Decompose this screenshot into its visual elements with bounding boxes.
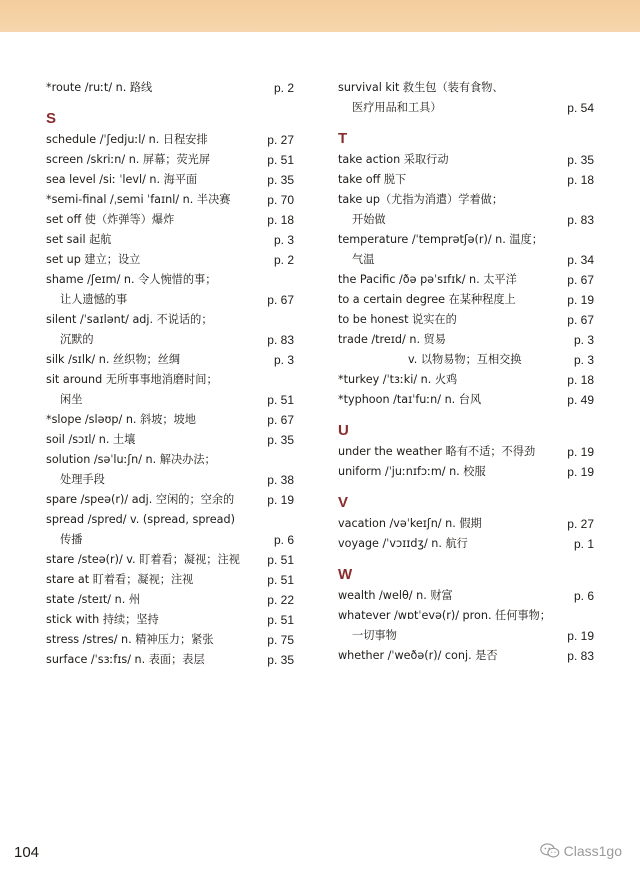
section-letter: T [338, 130, 348, 147]
entry-headword-line: whether /ˈweðə(r)/ conj. 是否 [338, 649, 498, 662]
entry-headword-line: spread /spred/ v. (spread, spread) [46, 513, 235, 526]
entry-page-ref: p. 3 [573, 333, 594, 347]
entry-page-ref: p. 3 [273, 233, 294, 247]
entry-headword-line: *semi-final /ˌsemi ˈfaɪnl/ n. 半决赛 [46, 193, 231, 206]
glossary-column-left [46, 78, 294, 670]
entry-headword-line: silent /ˈsaɪlənt/ adj. 不说话的； [46, 313, 213, 326]
entry-page-ref: p. 51 [267, 153, 294, 167]
entry-headword-line: take off 脱下 [338, 173, 407, 186]
wechat-icon [540, 842, 560, 860]
glossary-entry [338, 514, 594, 534]
section-letter: W [338, 566, 353, 583]
entry-page-ref: p. 19 [267, 493, 294, 507]
glossary-entry [338, 606, 594, 646]
entry-page-ref: p. 83 [267, 333, 294, 347]
glossary-entry [46, 450, 294, 490]
glossary-entry [46, 510, 294, 550]
watermark [540, 842, 622, 860]
entry-continuation-line: 让人遗憾的事 [60, 293, 128, 306]
entry-page-ref: p. 22 [267, 593, 294, 607]
glossary-entry [338, 390, 594, 410]
entry-headword-line: sea level /siː ˈlevl/ n. 海平面 [46, 173, 198, 186]
glossary-entry [338, 442, 594, 462]
entry-page-ref: p. 83 [567, 649, 594, 663]
glossary-entry [46, 550, 294, 570]
top-decorative-band [0, 0, 640, 32]
entry-page-ref: p. 6 [573, 589, 594, 603]
glossary-entry [46, 490, 294, 510]
entry-headword-line: whatever /wɒtˈevə(r)/ pron. 任何事物； [338, 609, 551, 622]
glossary-entry [338, 290, 594, 310]
glossary-entry [46, 230, 294, 250]
entry-headword-line: solution /səˈluːʃn/ n. 解决办法； [46, 453, 216, 466]
glossary-entry [338, 170, 594, 190]
entry-headword-line: survival kit 救生包（装有食物、 [338, 81, 504, 94]
entry-page-ref: p. 67 [567, 273, 594, 287]
glossary-entry [338, 462, 594, 482]
entry-page-ref: p. 1 [573, 537, 594, 551]
section-w [338, 564, 594, 666]
section-s [46, 108, 294, 670]
glossary-entry [338, 190, 594, 230]
entry-page-ref: p. 27 [567, 517, 594, 531]
entry-headword-line: state /steɪt/ n. 州 [46, 593, 141, 606]
glossary-entry [338, 646, 594, 666]
section-v [338, 492, 594, 554]
entry-page-ref: p. 2 [273, 81, 294, 95]
glossary-entry [338, 370, 594, 390]
entry-page-ref: p. 67 [267, 413, 294, 427]
entry-page-ref: p. 19 [567, 293, 594, 307]
entry-headword-line: *slope /sləʊp/ n. 斜坡；坡地 [46, 413, 196, 426]
entry-page-ref: p. 35 [267, 173, 294, 187]
page-number: 104 [14, 844, 40, 861]
glossary-entry [338, 270, 594, 290]
entry-page-ref: p. 51 [267, 573, 294, 587]
entry-page-ref: p. 6 [273, 533, 294, 547]
entry-headword-line: stick with 持续；坚持 [46, 613, 159, 626]
section-u [338, 420, 594, 482]
entry-continuation-line: 开始做 [352, 213, 386, 226]
entry-page-ref: p. 38 [267, 473, 294, 487]
entry-headword-line: soil /sɔɪl/ n. 土壤 [46, 433, 136, 446]
entry-page-ref: p. 35 [567, 153, 594, 167]
entry-page-ref: p. 83 [567, 213, 594, 227]
glossary-entry [46, 210, 294, 230]
section-continued [46, 78, 294, 98]
glossary-entry [338, 350, 594, 370]
glossary-entry [46, 570, 294, 590]
entry-headword-line: v. 以物易物；互相交换 [408, 353, 522, 366]
glossary-entry [338, 78, 594, 118]
entry-headword-line: schedule /ˈʃedjuːl/ n. 日程安排 [46, 133, 208, 146]
entry-headword-line: set up 建立；设立 [46, 253, 141, 266]
entry-page-ref: p. 49 [567, 393, 594, 407]
glossary-entry [46, 250, 294, 270]
entry-headword-line: spare /speə(r)/ adj. 空闲的；空余的 [46, 493, 235, 506]
glossary-entry [338, 230, 594, 270]
glossary-entry [46, 630, 294, 650]
entry-headword-line: *turkey /ˈtɜːki/ n. 火鸡 [338, 373, 458, 386]
section-letter: S [46, 110, 57, 127]
entry-headword-line: to a certain degree 在某种程度上 [338, 293, 516, 306]
glossary-entry [338, 150, 594, 170]
entry-page-ref: p. 18 [567, 173, 594, 187]
entry-headword-line: sit around 无所事事地消磨时间； [46, 373, 218, 386]
entry-headword-line: wealth /welθ/ n. 财富 [338, 589, 453, 602]
glossary-entry [46, 270, 294, 310]
entry-headword-line: under the weather 略有不适；不得劲 [338, 445, 536, 458]
section-continued [338, 78, 594, 118]
watermark-text: Class1go [563, 843, 622, 859]
glossary-entry [46, 650, 294, 670]
entry-headword-line: trade /treɪd/ n. 贸易 [338, 333, 446, 346]
entry-continuation-line: 一切事物 [352, 629, 397, 642]
entry-page-ref: p. 3 [573, 353, 594, 367]
glossary-entry [46, 610, 294, 630]
entry-headword-line: the Pacific /ðə pəˈsɪfɪk/ n. 太平洋 [338, 273, 517, 286]
entry-headword-line: set sail 起航 [46, 233, 112, 246]
entry-page-ref: p. 51 [267, 553, 294, 567]
entry-page-ref: p. 67 [567, 313, 594, 327]
entry-headword-line: screen /skriːn/ n. 屏幕；荧光屏 [46, 153, 211, 166]
entry-page-ref: p. 70 [267, 193, 294, 207]
entry-continuation-line: 沉默的 [60, 333, 94, 346]
entry-headword-line: voyage /ˈvɔɪɪdʒ/ n. 航行 [338, 537, 468, 550]
entry-page-ref: p. 3 [273, 353, 294, 367]
glossary-entry [46, 430, 294, 450]
entry-continuation-line: 闲坐 [60, 393, 83, 406]
section-letter: V [338, 494, 349, 511]
entry-headword-line: take up（尤指为消遣）学着做； [338, 193, 504, 206]
section-letter: U [338, 422, 349, 439]
glossary-entry [46, 590, 294, 610]
entry-headword-line: vacation /vəˈkeɪʃn/ n. 假期 [338, 517, 482, 530]
entry-headword-line: *typhoon /taɪˈfuːn/ n. 台风 [338, 393, 482, 406]
entry-page-ref: p. 2 [273, 253, 294, 267]
glossary-entry [46, 190, 294, 210]
entry-page-ref: p. 75 [267, 633, 294, 647]
section-t [338, 128, 594, 410]
entry-page-ref: p. 18 [567, 373, 594, 387]
glossary-column-right [338, 78, 594, 666]
entry-page-ref: p. 51 [267, 393, 294, 407]
entry-headword-line: stare /steə(r)/ v. 盯着看；凝视；注视 [46, 553, 240, 566]
entry-continuation-line: 处理手段 [60, 473, 105, 486]
entry-page-ref: p. 35 [267, 653, 294, 667]
glossary-entry [46, 130, 294, 150]
glossary-entry [46, 310, 294, 350]
entry-headword-line: stress /stres/ n. 精神压力；紧张 [46, 633, 214, 646]
entry-headword-line: temperature /ˈtemprətʃə(r)/ n. 温度； [338, 233, 543, 246]
entry-headword-line: silk /sɪlk/ n. 丝织物；丝绸 [46, 353, 181, 366]
entry-headword-line: surface /ˈsɜːfɪs/ n. 表面；表层 [46, 653, 205, 666]
entry-page-ref: p. 18 [267, 213, 294, 227]
entry-page-ref: p. 19 [567, 629, 594, 643]
glossary-entry [338, 586, 594, 606]
glossary-entry [338, 534, 594, 554]
entry-headword-line: take action 采取行动 [338, 153, 449, 166]
entry-headword-line: uniform /ˈjuːnɪfɔːm/ n. 校服 [338, 465, 486, 478]
entry-continuation-line: 医疗用品和工具） [352, 101, 442, 114]
glossary-entry [46, 370, 294, 410]
entry-headword-line: *route /ruːt/ n. 路线 [46, 81, 153, 94]
glossary-entry [46, 170, 294, 190]
entry-page-ref: p. 67 [267, 293, 294, 307]
glossary-entry [46, 350, 294, 370]
entry-page-ref: p. 19 [567, 445, 594, 459]
entry-continuation-line: 气温 [352, 253, 375, 266]
entry-headword-line: set off 使（炸弹等）爆炸 [46, 213, 175, 226]
entry-page-ref: p. 19 [567, 465, 594, 479]
entry-page-ref: p. 35 [267, 433, 294, 447]
entry-page-ref: p. 51 [267, 613, 294, 627]
glossary-entry [338, 330, 594, 350]
entry-page-ref: p. 27 [267, 133, 294, 147]
glossary-entry [338, 310, 594, 330]
entry-headword-line: shame /ʃeɪm/ n. 令人惋惜的事； [46, 273, 217, 286]
entry-page-ref: p. 54 [567, 101, 594, 115]
glossary-entry [46, 410, 294, 430]
entry-headword-line: to be honest 说实在的 [338, 313, 457, 326]
glossary-entry [46, 78, 294, 98]
entry-headword-line: stare at 盯着看；凝视；注视 [46, 573, 194, 586]
entry-continuation-line: 传播 [60, 533, 83, 546]
glossary-entry [46, 150, 294, 170]
entry-page-ref: p. 34 [567, 253, 594, 267]
